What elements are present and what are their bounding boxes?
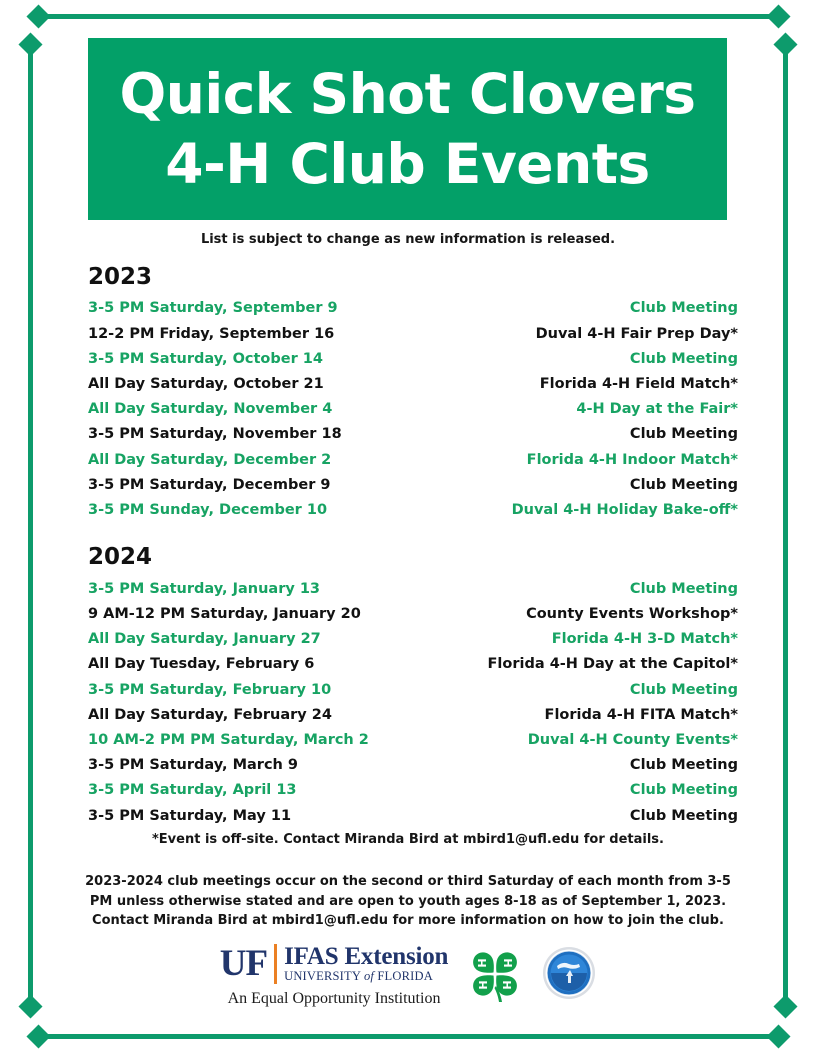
event-when: All Day Saturday, October 21 <box>88 376 324 393</box>
event-row <box>88 577 738 602</box>
event-row <box>88 778 738 803</box>
event-what: Florida 4-H 3-D Match* <box>551 631 738 648</box>
event-when: 3-5 PM Saturday, May 11 <box>88 807 292 824</box>
event-row <box>88 296 738 321</box>
border-bottom-line <box>43 1034 781 1039</box>
uf-wordmark <box>284 944 448 985</box>
event-row <box>88 397 738 422</box>
event-row <box>88 753 738 778</box>
border-top-line <box>43 14 781 19</box>
event-what: Club Meeting <box>629 426 738 443</box>
event-row <box>88 602 738 627</box>
organization-seal-icon <box>542 946 596 1005</box>
event-row <box>88 322 738 347</box>
event-when: 3-5 PM Saturday, January 13 <box>88 580 321 597</box>
border-diamond-left-top <box>18 32 42 56</box>
event-what: Duval 4-H Holiday Bake-off* <box>511 502 738 519</box>
event-schedule <box>88 264 738 829</box>
year-block-2023 <box>88 264 738 523</box>
event-what: Club Meeting <box>629 300 738 317</box>
equal-opportunity-text: An Equal Opportunity Institution <box>227 989 441 1007</box>
event-when: 9 AM-12 PM Saturday, January 20 <box>88 605 361 622</box>
event-what: Club Meeting <box>629 681 738 698</box>
event-what: Florida 4-H Day at the Capitol* <box>487 656 738 673</box>
border-diamond-top-right <box>766 4 790 28</box>
event-row <box>88 627 738 652</box>
year-block-2024 <box>88 544 738 828</box>
event-when: 3-5 PM Saturday, December 9 <box>88 476 331 493</box>
event-what: County Events Workshop* <box>526 605 738 622</box>
event-row <box>88 804 738 829</box>
border-diamond-bottom-right <box>766 1024 790 1048</box>
event-when: 3-5 PM Saturday, September 9 <box>88 300 338 317</box>
border-diamond-bottom-left <box>26 1024 50 1048</box>
clover-h-3: H <box>477 980 491 990</box>
event-row <box>88 498 738 523</box>
event-when: 3-5 PM Saturday, April 13 <box>88 782 297 799</box>
offsite-footnote: *Event is off-site. Contact Miranda Bird at mbird1@ufl.edu for details. <box>152 832 664 847</box>
event-what: Club Meeting <box>629 580 738 597</box>
event-when: 3-5 PM Saturday, October 14 <box>88 350 323 367</box>
event-row <box>88 448 738 473</box>
subtitle-note: List is subject to change as new information is released. <box>200 232 616 247</box>
uf-lockup <box>220 944 448 985</box>
event-when: All Day Tuesday, February 6 <box>88 656 315 673</box>
event-when: 3-5 PM Sunday, December 10 <box>88 502 328 519</box>
event-row <box>88 422 738 447</box>
event-what: 4-H Day at the Fair* <box>576 401 738 418</box>
university-of-florida-text <box>284 969 448 985</box>
four-h-clover-icon <box>466 946 524 1007</box>
event-when: All Day Saturday, February 24 <box>88 706 332 723</box>
logo-strip <box>0 944 816 1008</box>
event-what: Duval 4-H Fair Prep Day* <box>535 325 738 342</box>
title-banner <box>88 38 727 220</box>
border-diamond-top-left <box>26 4 50 28</box>
event-row <box>88 473 738 498</box>
event-row <box>88 652 738 677</box>
event-row <box>88 678 738 703</box>
event-what: Club Meeting <box>629 350 738 367</box>
event-row <box>88 703 738 728</box>
border-right-line <box>783 44 788 1006</box>
event-when: All Day Saturday, January 27 <box>88 631 321 648</box>
of-word: of <box>363 969 375 983</box>
florida-word: FLORIDA <box>377 969 433 983</box>
uf-monogram: UF <box>219 943 268 985</box>
ifas-extension-text: IFAS Extension <box>284 943 449 970</box>
year-heading: 2024 <box>88 544 153 571</box>
uf-divider-rule <box>274 944 277 984</box>
uf-ifas-extension-logo <box>220 944 448 1008</box>
university-word: UNIVERSITY <box>284 969 361 983</box>
event-what: Duval 4-H County Events* <box>527 731 738 748</box>
event-what: Club Meeting <box>629 476 738 493</box>
border-diamond-right-top <box>773 32 797 56</box>
event-when: 10 AM-2 PM PM Saturday, March 2 <box>88 731 369 748</box>
clover-h-1: H <box>476 958 490 968</box>
title-line-1: Quick Shot Clovers <box>119 61 696 126</box>
club-info-paragraph: 2023-2024 club meetings occur on the second or third Saturday of each month from 3-5 PM unless otherwise stated and are open to youth ages 8-18 as of September 1, 2023. Contact Miranda Bird at mbird1@ufl.edu for more information on how to join the club. <box>85 874 731 928</box>
clover-h-2: H <box>501 958 515 968</box>
event-what: Florida 4-H FITA Match* <box>544 706 738 723</box>
title-line-2: 4-H Club Events <box>165 132 650 196</box>
event-when: 3-5 PM Saturday, February 10 <box>88 681 332 698</box>
event-when: All Day Saturday, November 4 <box>88 401 333 418</box>
event-what: Florida 4-H Indoor Match* <box>526 451 738 468</box>
border-left-line <box>28 44 33 1006</box>
event-when: 3-5 PM Saturday, November 18 <box>88 426 342 443</box>
event-what: Florida 4-H Field Match* <box>539 376 738 393</box>
event-when: All Day Saturday, December 2 <box>88 451 332 468</box>
event-when: 3-5 PM Saturday, March 9 <box>88 757 299 774</box>
event-what: Club Meeting <box>629 757 738 774</box>
event-row <box>88 347 738 372</box>
year-heading: 2023 <box>88 264 153 290</box>
event-when: 12-2 PM Friday, September 16 <box>88 325 335 342</box>
clover-h-4: H <box>500 980 514 990</box>
event-what: Club Meeting <box>629 807 738 824</box>
event-row <box>88 728 738 753</box>
event-what: Club Meeting <box>629 782 738 799</box>
event-row <box>88 372 738 397</box>
